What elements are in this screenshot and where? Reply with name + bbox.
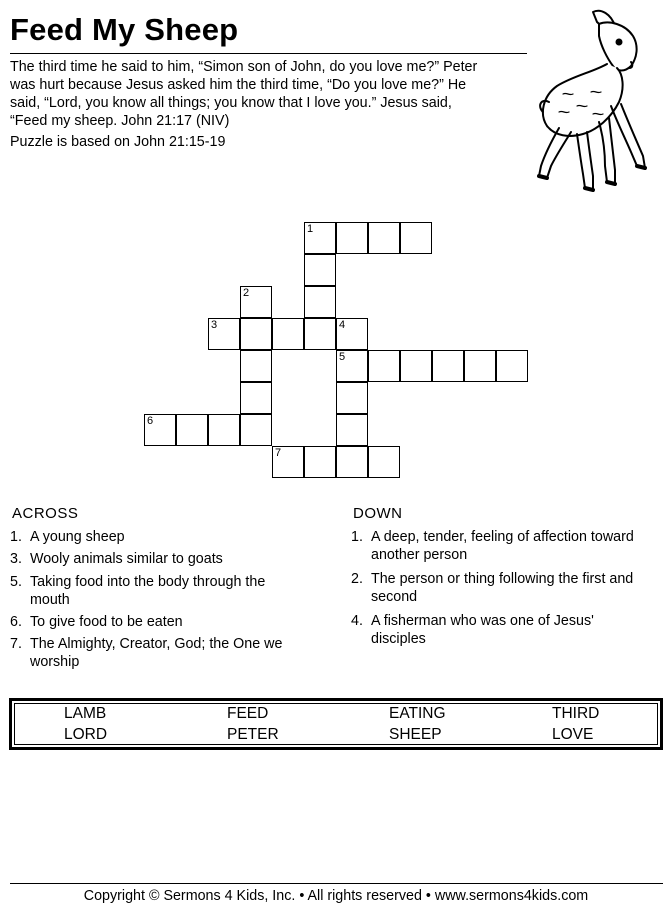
down-clue (351, 528, 666, 568)
word-bank-item: LAMB (64, 705, 107, 722)
clue-text: To give food to be eaten (30, 614, 183, 630)
word-bank-item: LOVE (552, 726, 594, 743)
crossword-cell[interactable] (496, 350, 528, 382)
crossword-cell[interactable] (368, 446, 400, 478)
clue-text: second (371, 589, 418, 605)
word-bank (9, 698, 663, 750)
verse-line: said, “Lord, you know all things; you know that I love you.” Jesus said, (10, 95, 452, 111)
crossword-cell[interactable] (336, 350, 368, 382)
lamb-illustration (533, 6, 665, 196)
clue-text: A young sheep (30, 529, 125, 545)
word-bank-item: EATING (389, 705, 446, 722)
clue-number: 7 (275, 447, 282, 459)
footer-divider (10, 883, 663, 884)
clue-number: 6 (147, 415, 154, 427)
crossword-cell[interactable] (304, 446, 336, 478)
clue-num: 2. (351, 571, 363, 587)
clue-text: Wooly animals similar to goats (30, 551, 223, 567)
word-bank-item: THIRD (552, 705, 600, 722)
clue-num: 6. (10, 614, 22, 630)
across-clue (10, 635, 330, 675)
crossword-cell[interactable] (240, 382, 272, 414)
clue-num: 1. (351, 529, 363, 545)
clue-text: another person (371, 547, 468, 563)
word-bank-item: SHEEP (389, 726, 442, 743)
verse-line: The third time he said to him, “Simon son of John, do you love me?” Peter (10, 59, 478, 75)
verse-line: was hurt because Jesus asked him the third time, “Do you love me?” He (10, 77, 467, 93)
crossword-cell[interactable] (368, 222, 400, 254)
clue-text: disciples (371, 631, 426, 647)
clue-text: The person or thing following the first and (371, 571, 634, 587)
clue-num: 1. (10, 529, 22, 545)
crossword-cell[interactable] (304, 254, 336, 286)
crossword-cell[interactable] (240, 318, 272, 350)
crossword-cell[interactable] (400, 222, 432, 254)
clue-number: 2 (243, 287, 250, 299)
crossword-cell[interactable] (368, 350, 400, 382)
crossword-cell[interactable] (208, 414, 240, 446)
crossword-cell[interactable] (240, 350, 272, 382)
crossword-cell[interactable] (336, 414, 368, 446)
crossword-cell[interactable] (336, 446, 368, 478)
clue-text: A deep, tender, feeling of affection toward (371, 529, 634, 545)
clue-text: The Almighty, Creator, God; the One we (30, 636, 283, 652)
crossword-cell[interactable] (464, 350, 496, 382)
crossword-cell[interactable] (176, 414, 208, 446)
clue-text: worship (30, 654, 80, 670)
crossword-cell[interactable] (304, 222, 336, 254)
crossword-cell[interactable] (400, 350, 432, 382)
crossword-cell[interactable] (208, 318, 240, 350)
clue-num: 5. (10, 574, 22, 590)
clue-num: 7. (10, 636, 22, 652)
puzzle-source: Puzzle is based on John 21:15-19 (10, 134, 226, 150)
down-clue (351, 570, 666, 610)
word-bank-item: LORD (64, 726, 108, 743)
crossword-cell[interactable] (304, 286, 336, 318)
clue-num: 3. (10, 551, 22, 567)
clue-num: 4. (351, 613, 363, 629)
across-heading: ACROSS (12, 505, 79, 522)
down-heading: DOWN (353, 505, 403, 522)
crossword-cell[interactable] (432, 350, 464, 382)
clue-text: A fisherman who was one of Jesus' (371, 613, 594, 629)
crossword-cell[interactable] (240, 286, 272, 318)
copyright-footer: Copyright © Sermons 4 Kids, Inc. • All rights reserved • www.sermons4kids.com (83, 888, 589, 904)
bible-verse (10, 58, 530, 130)
crossword-cell[interactable] (144, 414, 176, 446)
clue-number: 4 (339, 319, 346, 331)
crossword-cell[interactable] (272, 446, 304, 478)
word-bank-item: PETER (227, 726, 279, 743)
down-clue (351, 612, 666, 652)
clue-number: 1 (307, 223, 314, 235)
crossword-cell[interactable] (304, 318, 336, 350)
title-divider (10, 53, 527, 54)
clue-number: 5 (339, 351, 346, 363)
crossword-cell[interactable] (336, 318, 368, 350)
crossword-cell[interactable] (272, 318, 304, 350)
crossword-cell[interactable] (336, 222, 368, 254)
across-clue (10, 573, 330, 613)
clue-text: Taking food into the body through the (30, 574, 266, 590)
crossword-cell[interactable] (336, 382, 368, 414)
crossword-cell[interactable] (240, 414, 272, 446)
word-bank-item: FEED (227, 705, 269, 722)
clue-text: mouth (30, 592, 70, 608)
page-title: Feed My Sheep (10, 12, 239, 47)
verse-line: “Feed my sheep. John 21:17 (NIV) (10, 113, 230, 129)
clue-number: 3 (211, 319, 218, 331)
